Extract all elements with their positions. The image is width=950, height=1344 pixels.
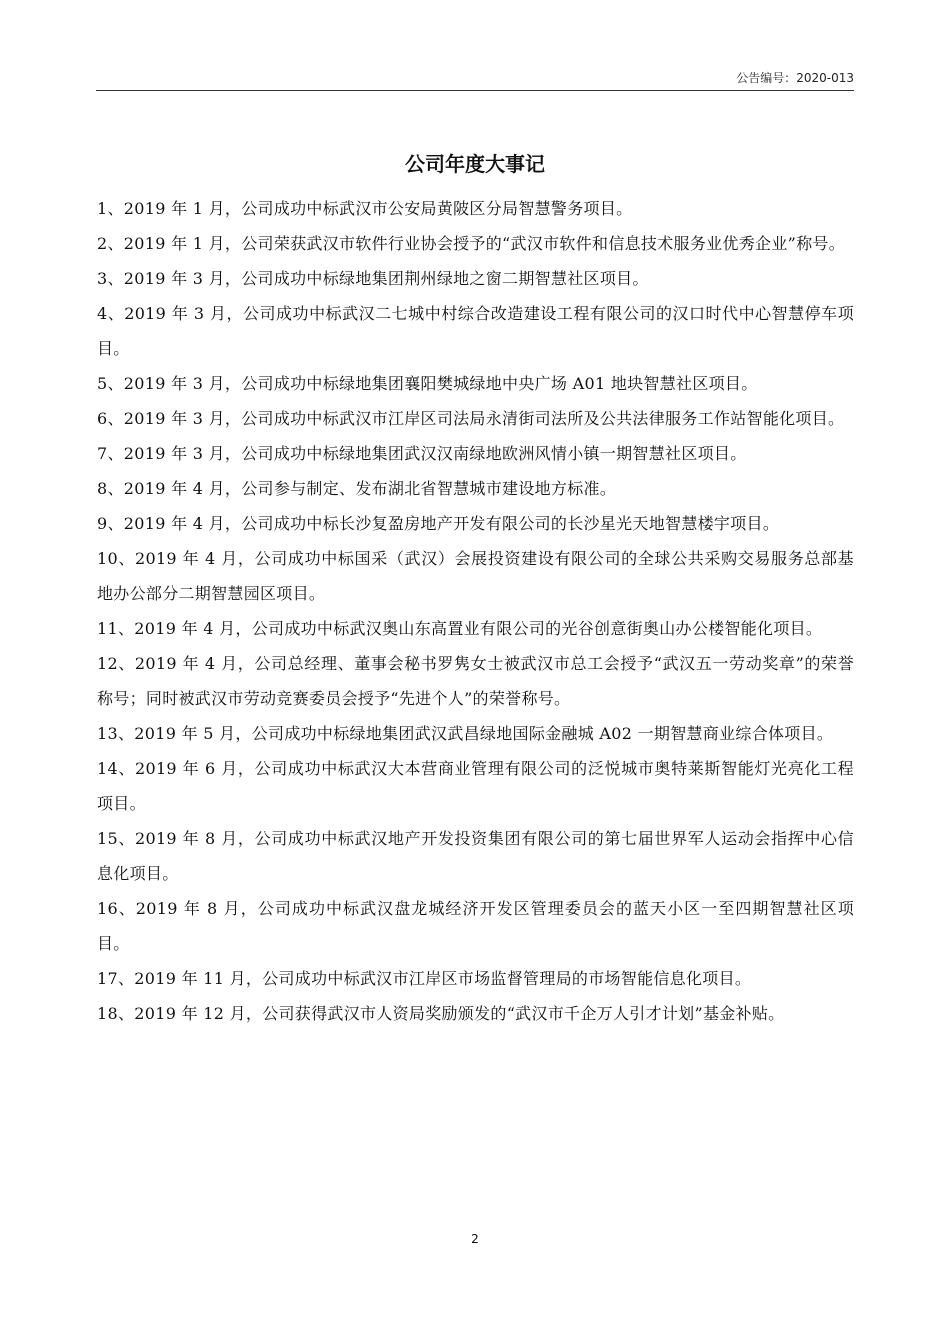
events-list	[97, 191, 854, 1031]
event-item: 16、2019 年 8 月，公司成功中标武汉盘龙城经济开发区管理委员会的蓝天小区一至四期智慧社区项目。	[97, 899, 854, 953]
page-title: 公司年度大事记	[405, 152, 545, 177]
event-item: 18、2019 年 12 月，公司获得武汉市人资局奖励颁发的“武汉市千企万人引才计划”基金补贴。	[97, 1004, 785, 1023]
event-item: 9、2019 年 4 月，公司成功中标长沙复盈房地产开发有限公司的长沙星光天地智慧楼宇项目。	[97, 514, 780, 533]
announcement-code: 公告编号：2020-013	[736, 71, 854, 85]
event-item: 10、2019 年 4 月，公司成功中标国采（武汉）会展投资建设有限公司的全球公共采购交易服务总部基地办公部分二期智慧园区项目。	[97, 549, 854, 603]
event-item: 3、2019 年 3 月，公司成功中标绿地集团荆州绿地之窗二期智慧社区项目。	[97, 269, 649, 288]
event-item: 4、2019 年 3 月，公司成功中标武汉二七城中村综合改造建设工程有限公司的汉口时代中心智慧停车项目。	[97, 304, 854, 358]
event-item: 14、2019 年 6 月，公司成功中标武汉大本营商业管理有限公司的泛悦城市奥特莱斯智能灯光亮化工程项目。	[97, 759, 854, 813]
event-item: 8、2019 年 4 月，公司参与制定、发布湖北省智慧城市建设地方标准。	[97, 479, 617, 498]
event-item: 12、2019 年 4 月，公司总经理、董事会秘书罗隽女士被武汉市总工会授予“武汉五一劳动奖章”的荣誉称号；同时被武汉市劳动竞赛委员会授予“先进个人”的荣誉称号。	[97, 654, 854, 708]
event-item: 1、2019 年 1 月，公司成功中标武汉市公安局黄陂区分局智慧警务项目。	[97, 199, 633, 218]
event-item: 17、2019 年 11 月，公司成功中标武汉市江岸区市场监督管理局的市场智能信息化项目。	[97, 969, 752, 988]
event-item: 5、2019 年 3 月，公司成功中标绿地集团襄阳樊城绿地中央广场 A01 地块智慧社区项目。	[97, 374, 758, 393]
event-item: 15、2019 年 8 月，公司成功中标武汉地产开发投资集团有限公司的第七届世界军人运动会指挥中心信息化项目。	[97, 829, 854, 883]
event-item: 7、2019 年 3 月，公司成功中标绿地集团武汉汉南绿地欧洲风情小镇一期智慧社区项目。	[97, 444, 747, 463]
event-item: 6、2019 年 3 月，公司成功中标武汉市江岸区司法局永清街司法所及公共法律服务工作站智能化项目。	[97, 409, 845, 428]
event-item: 11、2019 年 4 月，公司成功中标武汉奥山东高置业有限公司的光谷创意街奥山办公楼智能化项目。	[97, 619, 823, 638]
event-item: 2、2019 年 1 月，公司荣获武汉市软件行业协会授予的“武汉市软件和信息技术服务业优秀企业”称号。	[97, 234, 845, 253]
header-divider	[96, 90, 854, 91]
event-item: 13、2019 年 5 月，公司成功中标绿地集团武汉武昌绿地国际金融城 A02 一期智慧商业综合体项目。	[97, 724, 834, 743]
page-number: 2	[471, 1232, 479, 1246]
